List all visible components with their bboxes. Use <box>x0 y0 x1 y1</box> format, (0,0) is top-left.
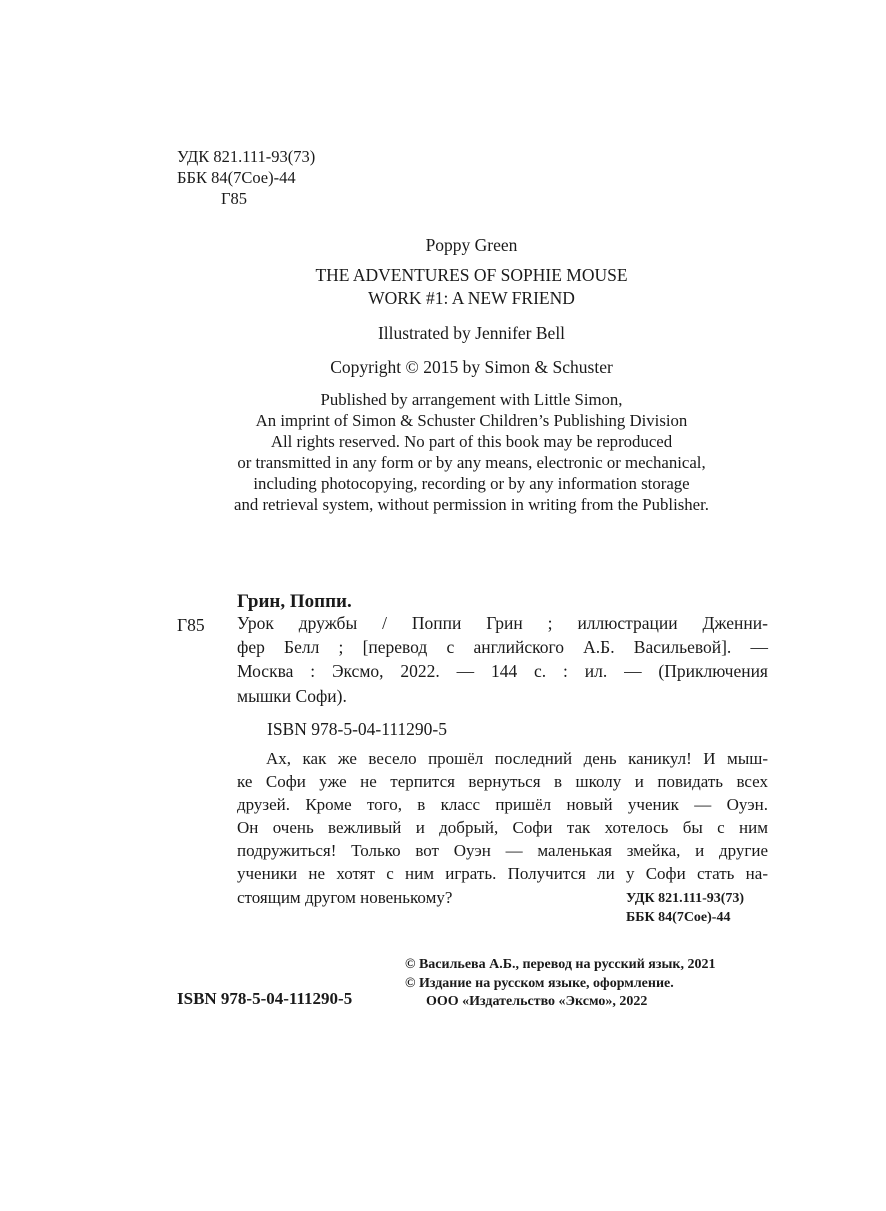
original-author: Poppy Green <box>425 235 518 255</box>
annotation-line: ученики не хотят с ним играть. Получится ли у Софи стать на- <box>237 864 768 884</box>
isbn-bottom: ISBN 978-5-04-111290-5 <box>177 989 353 1008</box>
original-title-line: THE ADVENTURES OF SOPHIE MOUSE <box>315 265 628 285</box>
copyright-notice: Copyright © 2015 by Simon & Schuster <box>330 357 613 377</box>
rights-line: Published by arrangement with Little Simon, <box>320 390 623 409</box>
original-title-line: WORK #1: A NEW FRIEND <box>368 288 575 308</box>
annotation-line: подружиться! Только вот Оуэн — маленькая змейка, и другие <box>237 841 768 861</box>
biblio-description <box>237 611 768 708</box>
rights-line: An imprint of Simon & Schuster Children’s Publishing Division <box>255 411 688 430</box>
copyright-edition: © Издание на русском языке, оформление. <box>405 975 674 991</box>
annotation-line: Он очень вежливый и добрый, Софи так хотелось бы с ним <box>237 818 768 838</box>
rights-line: including photocopying, recording or by any information storage <box>253 474 690 493</box>
original-title <box>150 264 793 310</box>
annotation-line: стоящим другом новенькому? <box>237 887 453 907</box>
annotation-line: Ах, как же весело прошёл последний день каникул! И мыш- <box>266 749 768 768</box>
bbk-code: ББК 84(7Сое)-44 <box>177 168 296 187</box>
rights-line: and retrieval system, without permission in writing from the Publisher. <box>234 495 709 514</box>
rights-line: All rights reserved. No part of this book may be reproduced <box>270 432 673 451</box>
biblio-description-line: Москва : Эксмо, 2022. — 144 с. : ил. — (Приключения <box>237 661 768 682</box>
russian-copyright-block <box>405 956 715 1012</box>
biblio-author-heading: Грин, Поппи. <box>237 591 352 612</box>
book-annotation <box>237 747 768 909</box>
udk-code-right: УДК 821.111-93(73) <box>626 891 745 906</box>
biblio-description-line: фер Белл ; [перевод с английского А.Б. Васильевой]. — <box>237 637 768 658</box>
biblio-description-line: мышки Софи). <box>237 685 347 706</box>
rights-line: or transmitted in any form or by any means, electronic or mechanical, <box>237 453 706 472</box>
biblio-isbn: ISBN 978-5-04-111290-5 <box>267 719 448 739</box>
bbk-code-right: ББК 84(7Сое)-44 <box>626 910 731 925</box>
illustrator-credit: Illustrated by Jennifer Bell <box>377 323 566 343</box>
annotation-line: друзей. Кроме того, в класс пришёл новый ученик — Оуэн. <box>237 795 768 815</box>
copyright-publisher: ООО «Издательство «Эксмо», 2022 <box>426 994 648 1009</box>
classification-codes-right <box>626 889 744 927</box>
publication-rights-notice <box>150 389 793 515</box>
annotation-line: ке Софи уже не терпится вернуться в школу и повидать всех <box>237 772 768 792</box>
biblio-author-mark: Г85 <box>177 615 205 635</box>
udk-code: УДК 821.111-93(73) <box>177 147 316 166</box>
copyright-translation: © Васильева А.Б., перевод на русский язык, 2021 <box>405 957 716 972</box>
author-mark: Г85 <box>221 189 248 208</box>
biblio-description-line: Урок дружбы / Поппи Грин ; иллюстрации Дженни- <box>237 613 768 633</box>
classification-codes <box>177 146 315 209</box>
